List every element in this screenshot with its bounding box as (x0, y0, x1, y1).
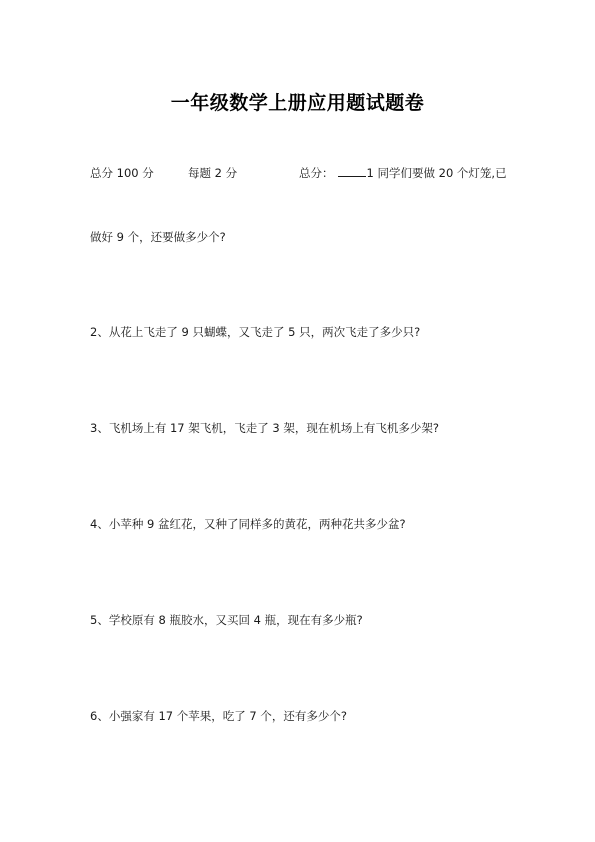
question-4: 4、小苹种 9 盆红花，又种了同样多的黄花，两种花共多少盆? (90, 517, 406, 531)
page-title: 一年级数学上册应用题试题卷 (170, 92, 425, 114)
question-1-start: 1 同学们要做 20 个灯笼,已 (366, 166, 507, 180)
question-3: 3、飞机场上有 17 架飞机，飞走了 3 架，现在机场上有飞机多少架? (90, 421, 439, 435)
score-field (299, 165, 507, 181)
score-blank[interactable] (338, 165, 366, 177)
question-6: 6、小强家有 17 个苹果，吃了 7 个，还有多少个? (90, 709, 347, 723)
score-label: 总分： (299, 166, 334, 180)
per-question-score-text: 每题 2 分 (188, 166, 238, 180)
question-5: 5、学校原有 8 瓶胶水，又买回 4 瓶，现在有多少瓶? (90, 613, 363, 627)
question-1-continuation: 做好 9 个，还要做多少个? (90, 230, 226, 244)
total-score-text: 总分 100 分 (90, 166, 154, 180)
question-2: 2、从花上飞走了 9 只蝴蝶，又飞走了 5 只，两次飞走了多少只? (90, 325, 421, 339)
